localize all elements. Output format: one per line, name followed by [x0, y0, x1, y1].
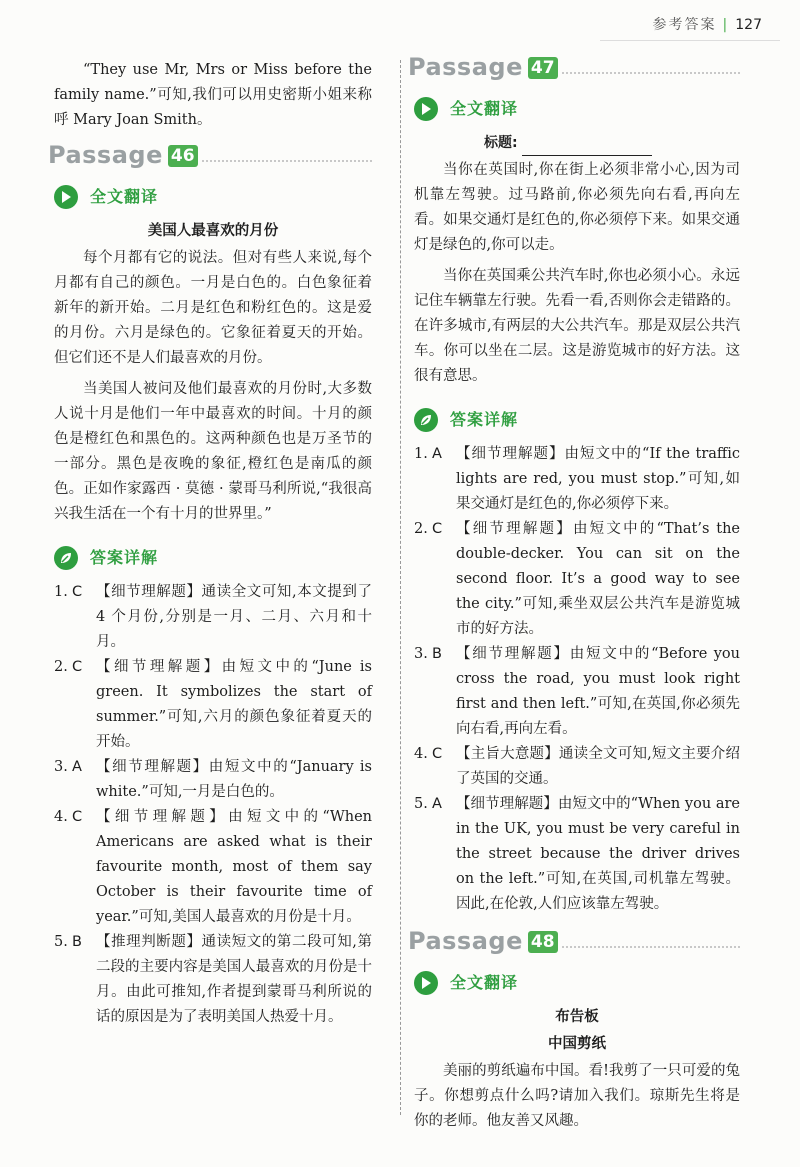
paragraph: 美丽的剪纸遍布中国。看!我剪了一只可爱的兔子。你想剪点什么吗?请加入我们。琼斯先生将是你的老师。他友善又风趣。: [414, 1063, 740, 1129]
answer-letter: C: [432, 521, 443, 537]
title-blank-line: [484, 131, 740, 156]
answer-text: 【细节理解题】由短文中的“January is white.”可知,一月是白色的。: [96, 759, 372, 800]
passage-number: 46: [168, 145, 198, 167]
page-header: [653, 14, 762, 34]
answer-number: 5.: [414, 796, 428, 812]
answer-item: [54, 655, 372, 755]
answer-number: 3.: [414, 646, 428, 662]
passage-number: 47: [528, 57, 558, 79]
answer-text: 【细节理解题】通读全文可知,本文提到了 4 个月份,分别是一月、二月、六月和十月。: [96, 584, 372, 650]
translation-section-header: [414, 970, 740, 995]
translation-section-header: [54, 184, 372, 209]
answer-letter: C: [72, 584, 83, 600]
answer-text: 【细节理解题】由短文中的“June is green. It symbolizes the start of summer.”可知,六月的颜色象征着夏天的开始。: [96, 659, 372, 750]
play-icon: [414, 971, 438, 995]
answers-section-header: [54, 545, 372, 570]
answer-text: 【细节理解题】由短文中的“That’s the double-decker. You can sit on the second floor. It’s a good way to see the city.”可知,乘坐双层公共汽车是游览城市的好方法。: [456, 521, 740, 637]
passage-label: Passage: [408, 53, 523, 81]
translation-section-header: [414, 96, 740, 121]
answer-letter: C: [72, 809, 83, 825]
answers-heading: 答案详解: [450, 410, 519, 429]
play-icon: [414, 97, 438, 121]
paragraph: 当你在英国乘公共汽车时,你也必须小心。永远记住车辆靠左行驶。先看一看,否则你会走错路的。在许多城市,有两层的大公共汽车。那是双层公共汽车。你可以坐在二层。这是游览城市的好方法。这很有意思。: [414, 268, 740, 384]
passage-label: Passage: [408, 927, 523, 955]
answer-text: 【细节理解题】由短文中的“When you are in the UK, you must be very careful in the street because the driver drives on the left.”可知,在英国,司机靠左驾驶。因此,在伦敦,人们应该靠左驾驶。: [456, 796, 740, 912]
paragraph: 当你在英国时,你在街上必须非常小心,因为司机靠左驾驶。过马路前,你必须先向右看,再向左看。如果交通灯是红色的,你必须停下来。如果交通灯是绿色的,你可以走。: [414, 162, 740, 253]
answer-text: 【推理判断题】通读短文的第二段可知,第二段的主要内容是美国人最喜欢的月份是十月。由此可推知,作者提到蒙哥马利所说的话的原因是为了表明美国人热爱十月。: [96, 934, 372, 1025]
answer-number: 1.: [54, 584, 68, 600]
leaf-icon: [414, 408, 438, 432]
passage-number: 48: [528, 931, 558, 953]
left-column: [48, 58, 372, 1030]
answer-number: 4.: [54, 809, 68, 825]
answer-number: 4.: [414, 746, 428, 762]
answer-text: 【细节理解题】由短文中的“Before you cross the road, you must look right first and then left.”可知,在英国,你必须先向右看,再向左看。: [456, 646, 740, 737]
answer-item: [414, 442, 740, 517]
passage-48-header: [408, 929, 740, 954]
answer-text: 【细节理解题】由短文中的“When Americans are asked what is their favourite month, most of them say October is their favourite time of year.”可知,美国人最喜欢的月份是十月。: [96, 809, 372, 925]
answer-item: [54, 930, 372, 1030]
answer-letter: A: [72, 759, 82, 775]
answer-item: [414, 517, 740, 642]
intro-text: “They use Mr, Mrs or Miss before the family name.”可知,我们可以用史密斯小姐来称呼 Mary Joan Smith。: [54, 62, 372, 128]
answer-text: 【细节理解题】由短文中的“If the traffic lights are red, you must stop.”可知,如果交通灯是红色的,你必须停下来。: [456, 446, 740, 512]
answer-letter: B: [432, 646, 442, 662]
leaf-icon: [54, 546, 78, 570]
answer-letter: B: [72, 934, 82, 950]
passage-label: Passage: [48, 141, 163, 169]
answers-heading: 答案详解: [90, 548, 159, 567]
passage-title: 布告板: [555, 1009, 599, 1025]
answer-letter: C: [432, 746, 443, 762]
answer-item: [414, 642, 740, 742]
header-separator: |: [722, 17, 730, 33]
title-label: 标题:: [484, 135, 518, 151]
passage-title: 美国人最喜欢的月份: [147, 223, 279, 239]
passage-46-header: [48, 143, 372, 168]
translation-heading: 全文翻译: [90, 187, 159, 206]
answer-letter: A: [432, 796, 442, 812]
column-divider: [400, 60, 401, 1115]
answer-letter: C: [72, 659, 83, 675]
header-rule: [600, 40, 780, 41]
answer-number: 3.: [54, 759, 68, 775]
answer-number: 1.: [414, 446, 428, 462]
header-section: 参考答案: [652, 17, 717, 33]
answer-item: [414, 742, 740, 792]
answers-list: [54, 580, 372, 1030]
answer-number: 2.: [54, 659, 68, 675]
dotted-rule: [562, 62, 740, 74]
translation-heading: 全文翻译: [450, 99, 519, 118]
answer-letter: A: [432, 446, 442, 462]
answer-item: [54, 755, 372, 805]
translation-heading: 全文翻译: [450, 973, 519, 992]
page-number: 127: [735, 17, 762, 33]
answer-item: [54, 580, 372, 655]
paragraph: 当美国人被问及他们最喜欢的月份时,大多数人说十月是他们一年中最喜欢的时间。十月的颜色是橙红色和黑色的。这两种颜色也是万圣节的一部分。黑色是夜晚的象征,橙红色是南瓜的颜色。正如作家露西 · 莫德 · 蒙哥马利所说,“我很高兴我生活在一个有十月的世界里。”: [54, 381, 372, 522]
answers-section-header: [414, 407, 740, 432]
play-icon: [54, 185, 78, 209]
answer-item: [54, 805, 372, 930]
dotted-rule: [202, 150, 372, 162]
title-blank: [522, 139, 652, 156]
answer-number: 2.: [414, 521, 428, 537]
right-column: [408, 53, 740, 1134]
passage-47-header: [408, 55, 740, 80]
answer-text: 【主旨大意题】通读全文可知,短文主要介绍了英国的交通。: [456, 746, 740, 787]
answers-list: [414, 442, 740, 917]
answer-item: [414, 792, 740, 917]
passage-subtitle: 中国剪纸: [548, 1036, 606, 1052]
answer-number: 5.: [54, 934, 68, 950]
dotted-rule: [562, 936, 740, 948]
paragraph: 每个月都有它的说法。但对有些人来说,每个月都有自己的颜色。一月是白色的。白色象征着新年的新开始。二月是红色和粉红色的。这是爱的月份。六月是绿色的。它象征着夏天的开始。但它们还不是人们最喜欢的月份。: [54, 250, 372, 366]
